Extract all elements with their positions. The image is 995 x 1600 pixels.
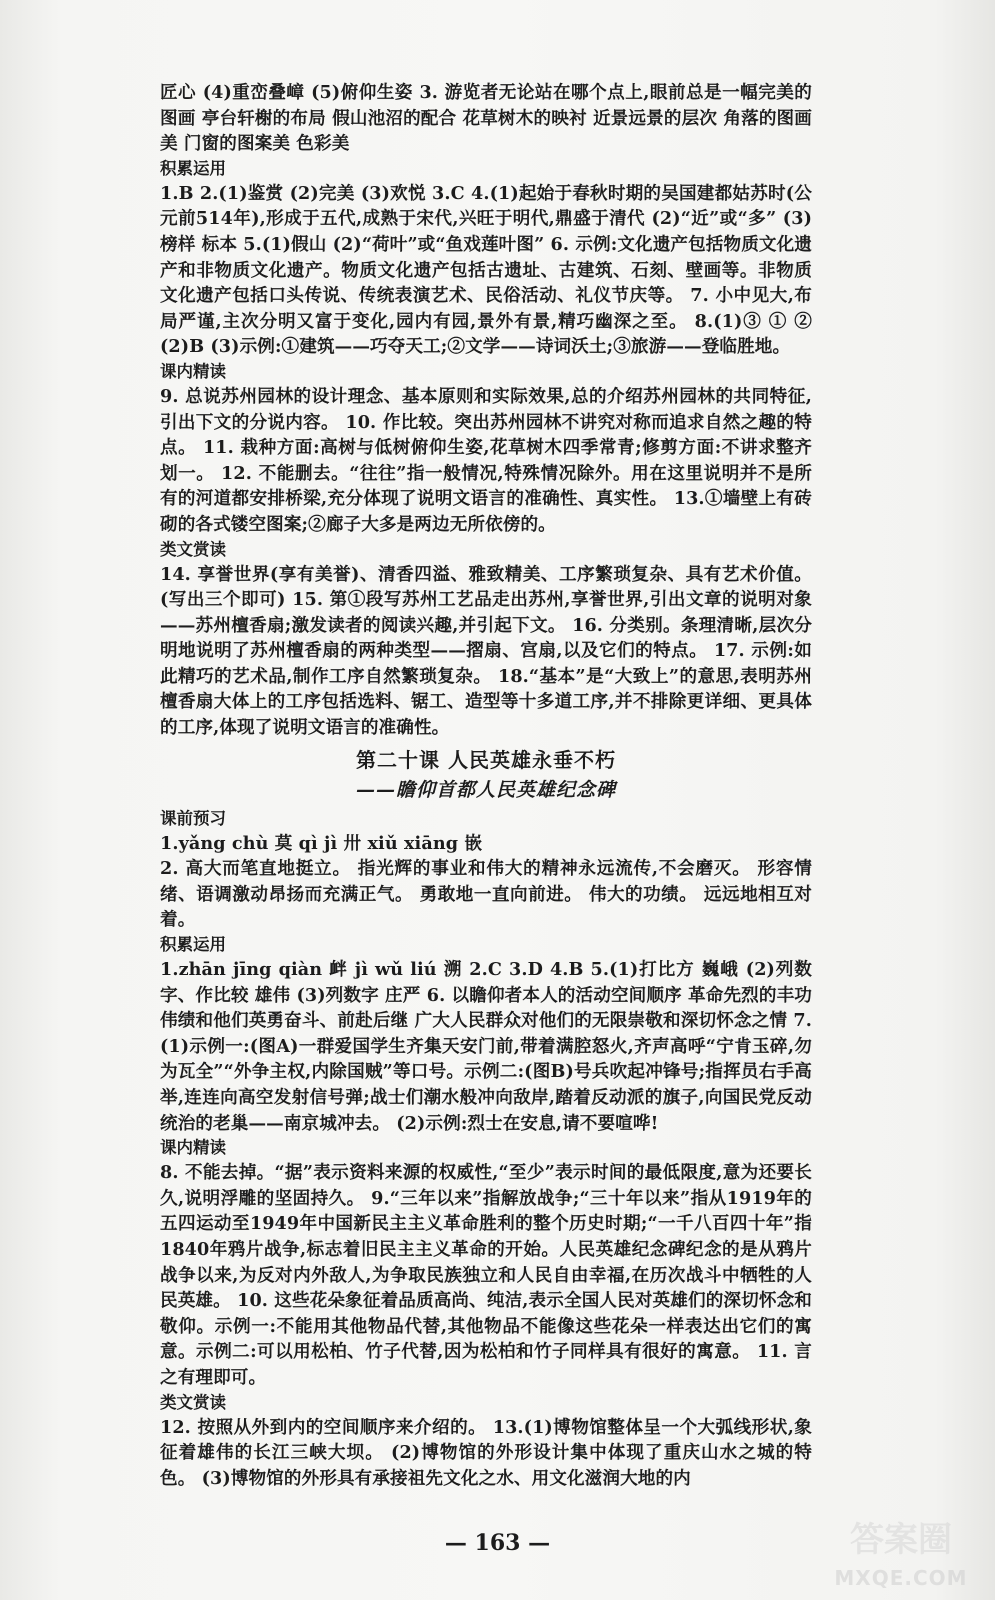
paragraph-word-meaning-answers: 2. 高大而笔直地挺立。 指光辉的事业和伟大的精神永远流传,不会磨灭。 形容情绪、语调激动昂扬而充满正气。 勇敢地一直向前进。 伟大的功绩。 远远地相互对着。 xyxy=(160,858,812,931)
section-heading-accumulation-2: 积累运用 xyxy=(160,935,226,955)
section-heading-similar-text-2: 类文赏读 xyxy=(160,1392,226,1412)
paragraph-accumulation-answers: 1.B 2.(1)鉴赏 (2)完美 (3)欢悦 3.C 4.(1)起始于春秋时期的吴国建都姑苏时(公元前514年),形成于五代,成熟于宋代,兴旺于明代,鼎盛于清代 (2)“近”或“多” (3)榜样 标本 5.(1)假山 (2)“荷叶”或“鱼戏莲叶图” 6. 示例:文化遗产包括物质文化遗产和非物质文化遗产。物质文化遗产包括古遗址、古建筑、石刻、壁画等。非物质文化遗产包括口头传说、传统表演艺术、民俗活动、礼仪节庆等。 7. 小中见大,布局严谨,主次分明又富于变化,园内有园,景外有景,精巧幽深之至。 8.(1)③ ① ② (2)B (3)示例:①建筑——巧夺天工;②文学——诗词沃土;③旅游——登临胜地。 xyxy=(160,182,812,358)
page-number: — 163 — xyxy=(444,1530,551,1556)
paragraph-accumulation-answers-2: 1.zhān jīng qiàn 衅 jì wǔ liú 溯 2.C 3.D 4.B 5.(1)打比方 巍峨 (2)列数字、作比较 雄伟 (3)列数字 庄严 6. 以瞻仰者本人的活动空间顺序 革命先烈的丰功伟绩和他们英勇奋斗、前赴后继 广大人民群众对他们的无限崇敬和深切怀念之情 7.(1)示例一:(图A)一群爱国学生齐集天安门前,带着满腔怒火,齐声高呼“宁肯玉碎,勿为瓦全”“外争主权,内除国贼”等口号。示例二:(图B)号兵吹起冲锋号;指挥员右手高举,连连向高空发射信号弹;战士们潮水般冲向敌岸,踏着反动派的旗子,向国民党反动统治的老巢——南京城冲去。 (2)示例:烈士在安息,请不要喧哗! xyxy=(160,959,812,1134)
section-heading-close-reading: 课内精读 xyxy=(160,361,226,381)
lesson-subtitle: ——瞻仰首都人民英雄纪念碑 xyxy=(355,778,616,801)
paragraph-pinyin-answers: 1.yǎng chù 莫 qì jì 卅 xiǔ xiāng 嵌 xyxy=(160,832,483,854)
paragraph-similar-text-answers: 14. 享誉世界(享有美誉)、清香四溢、雅致精美、工序繁琐复杂、具有艺术价值。(写出三个即可) 15. 第①段写苏州工艺品走出苏州,享誉世界,引出文章的说明对象——苏州檀香扇;激发读者的阅读兴趣,并引起下文。 16. 分类别。条理清晰,层次分明地说明了苏州檀香扇的两种类型——摺扇、宫扇,以及它们的特点。 17. 示例:如此精巧的艺术品,制作工序自然繁琐复杂。 18.“基本”是“大致上”的意思,表明苏州檀香扇大体上的工序包括选料、锯工、造型等十多道工序,并不排除更详细、更具体的工序,体现了说明文语言的准确性。 xyxy=(160,563,812,739)
section-heading-accumulation: 积累运用 xyxy=(160,158,226,178)
lesson-title: 第二十课 人民英雄永垂不朽 xyxy=(356,747,616,772)
watermark-site-text: MXQE.COM xyxy=(834,1566,968,1590)
paragraph-carryover: 匠心 (4)重峦叠嶂 (5)俯仰生姿 3. 游览者无论站在哪个点上,眼前总是一幅完美的图画 亭台轩榭的布局 假山池沼的配合 花草树木的映衬 近景远景的层次 角落的图画美 门窗的图案美 色彩美 xyxy=(160,82,812,155)
watermark-logo-mark: 答案圈 xyxy=(850,1520,952,1560)
paragraph-similar-text-answers-2: 12. 按照从外到内的空间顺序来介绍的。 13.(1)博物馆整体呈一个大弧线形状,象征着雄伟的长江三峡大坝。 (2)博物馆的外形设计集中体现了重庆山水之城的特色。 (3)博物馆的外形具有承接祖先文化之水、用文化滋润大地的内 xyxy=(160,1416,812,1489)
section-heading-similar-text: 类文赏读 xyxy=(160,539,226,559)
section-heading-preview: 课前预习 xyxy=(160,808,226,828)
paragraph-close-reading-answers-2: 8. 不能去掉。“据”表示资料来源的权威性,“至少”表示时间的最低限度,意为还要长久,说明浮雕的坚固持久。 9.“三年以来”指解放战争;“三十年以来”指从1919年的五四运动至1949年中国新民主主义革命胜利的整个历史时期;“一千八百四十年”指1840年鸦片战争,标志着旧民主主义革命的开始。人民英雄纪念碑纪念的是从鸦片战争以来,为反对内外敌人,为争取民族独立和人民自由幸福,在历次战斗中牺牲的人民英雄。 10. 这些花朵象征着品质高尚、纯洁,表示全国人民对英雄们的深切怀念和敬仰。示例一:不能用其他物品代替,其他物品不能像这些花朵一样表达出它们的寓意。示例二:可以用松柏、竹子代替,因为松柏和竹子同样具有很好的寓意。 11. 言之有理即可。 xyxy=(160,1162,812,1388)
watermark-logo xyxy=(821,1512,981,1590)
answer-content xyxy=(160,80,812,1491)
paragraph-close-reading-answers: 9. 总说苏州园林的设计理念、基本原则和实际效果,总的介绍苏州园林的共同特征,引出下文的分说内容。 10. 作比较。突出苏州园林不讲究对称而追求自然之趣的特点。 11. 栽种方面:高树与低树俯仰生姿,花草树木四季常青;修剪方面:不讲求整齐划一。 12. 不能删去。“往往”指一般情况,特殊情况除外。用在这里说明并不是所有的河道都安排桥梁,充分体现了说明文语言的准确性、真实性。 13.①墙壁上有砖砌的各式镂空图案;②廊子大多是两边无所依傍的。 xyxy=(160,385,812,535)
section-heading-close-reading-2: 课内精读 xyxy=(160,1138,226,1158)
